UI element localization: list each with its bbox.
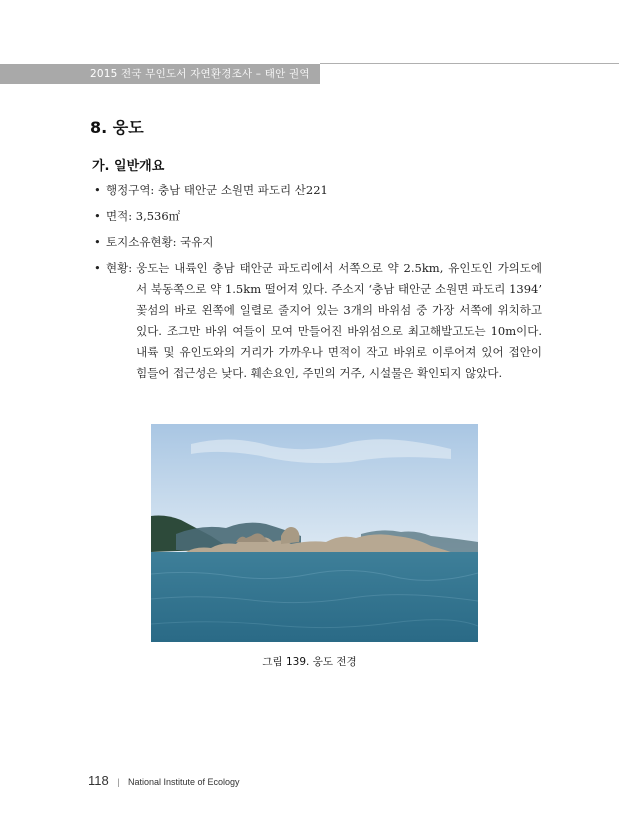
- bullet-dot: •: [94, 261, 101, 275]
- figure-caption: 그림 139. 웅도 전경: [262, 656, 357, 668]
- footer-separator: |: [117, 777, 120, 787]
- header-rule: [320, 63, 619, 64]
- overview-list: [92, 180, 542, 389]
- status-block: [106, 258, 542, 384]
- bullet-dot: •: [94, 235, 101, 249]
- area-text: 면적: 3,536㎡: [106, 209, 181, 223]
- admin-district-text: 행정구역: 충남 태안군 소원면 파도리 산221: [106, 183, 328, 197]
- list-item-ownership: [92, 232, 542, 253]
- page-number: 118: [88, 773, 109, 788]
- subsection-title: 가. 일반개요: [92, 159, 165, 174]
- ownership-text: 토지소유현황: 국유지: [106, 235, 214, 249]
- list-item-admin: [92, 180, 542, 201]
- status-label: 현황:: [106, 261, 133, 275]
- island-photo-illustration: [151, 424, 478, 642]
- bullet-dot: •: [94, 183, 101, 197]
- status-paragraph: 웅도는 내륙인 충남 태안군 파도리에서 서쪽으로 약 2.5km, 유인도인 가의도에서 북동쪽으로 약 1.5km 떨어져 있다. 주소지 ‘충남 태안군 소원면 파도리 1394’ 꽃섬의 바로 왼쪽에 일렬로 줄지어 있는 3개의 바위섬 중 가장 서쪽에 위치하고 있다. 조그만 바위 여들이 모여 만들어진 바위섬으로 최고해발고도는 10m이다. 내륙 및 유인도와의 거리가 가까우나 면적이 작고 바위로 이루어져 있어 접안이 힘들어 접근성은 낮다. 훼손요인, 주민의 거주, 시설물은 확인되지 않았다.: [136, 261, 542, 380]
- list-item-status: [92, 258, 542, 384]
- organization-name: National Institute of Ecology: [127, 777, 240, 787]
- section-title: 8. 웅도: [90, 118, 144, 137]
- bullet-dot: •: [94, 209, 101, 223]
- running-header: 2015 전국 무인도서 자연환경조사 – 태안 권역: [90, 68, 310, 80]
- list-item-area: [92, 206, 542, 227]
- island-photo: [151, 424, 478, 642]
- page-footer: [88, 772, 240, 790]
